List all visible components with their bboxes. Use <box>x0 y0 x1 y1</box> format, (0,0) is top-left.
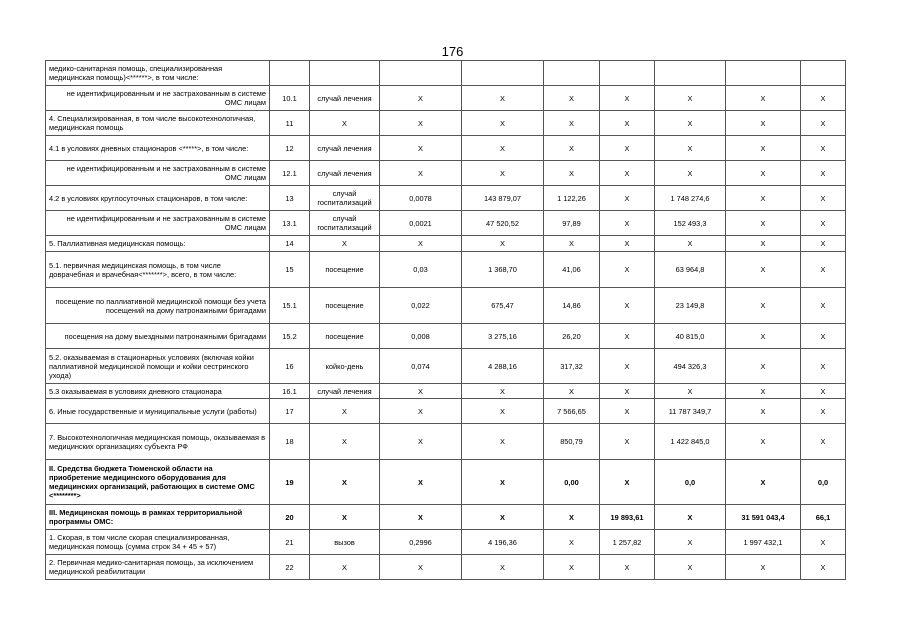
row-number-cell: 17 <box>270 399 310 424</box>
value-cell-2: 4 196,36 <box>462 530 544 555</box>
value-cell-2: 4 288,16 <box>462 349 544 384</box>
value-cell-5: Х <box>655 555 726 580</box>
value-cell-3: 0,00 <box>544 460 600 505</box>
value-cell-5: 23 149,8 <box>655 288 726 324</box>
value-cell-7: Х <box>801 424 846 460</box>
value-cell-1: Х <box>380 384 462 399</box>
value-cell-5: 1 748 274,6 <box>655 186 726 211</box>
value-cell-6: Х <box>726 349 801 384</box>
value-cell-1: Х <box>380 111 462 136</box>
financing-table <box>45 60 846 580</box>
value-cell-5: 40 815,0 <box>655 324 726 349</box>
row-name-cell: 5.2. оказываемая в стационарных условиях (включая койки паллиативной медицинской помощи и койки сестринского ухода) <box>46 349 270 384</box>
row-number-cell: 10.1 <box>270 86 310 111</box>
row-number-cell: 13.1 <box>270 211 310 236</box>
row-number-cell: 15.2 <box>270 324 310 349</box>
value-cell-7: Х <box>801 86 846 111</box>
value-cell-4: Х <box>600 399 655 424</box>
row-name-cell: 4.1 в условиях дневных стационаров <*****>, в том числе: <box>46 136 270 161</box>
unit-cell: Х <box>310 424 380 460</box>
value-cell-5: 494 326,3 <box>655 349 726 384</box>
value-cell-7: Х <box>801 186 846 211</box>
table-row <box>46 211 846 236</box>
value-cell-1: 0,022 <box>380 288 462 324</box>
value-cell-5: Х <box>655 505 726 530</box>
row-name-cell: не идентифицированным и не застрахованным в системе ОМС лицам <box>46 211 270 236</box>
unit-cell: Х <box>310 111 380 136</box>
value-cell-7: Х <box>801 530 846 555</box>
value-cell-2: Х <box>462 384 544 399</box>
table-row <box>46 136 846 161</box>
value-cell-6 <box>726 61 801 86</box>
value-cell-3: 850,79 <box>544 424 600 460</box>
row-number-cell: 15.1 <box>270 288 310 324</box>
value-cell-3: 14,86 <box>544 288 600 324</box>
value-cell-5: 11 787 349,7 <box>655 399 726 424</box>
value-cell-7: Х <box>801 384 846 399</box>
unit-cell: Х <box>310 505 380 530</box>
value-cell-7: Х <box>801 349 846 384</box>
value-cell-4: Х <box>600 424 655 460</box>
value-cell-1 <box>380 61 462 86</box>
row-name-cell: 6. Иные государственные и муниципальные услуги (работы) <box>46 399 270 424</box>
row-name-cell: не идентифицированным и не застрахованным в системе ОМС лицам <box>46 161 270 186</box>
row-number-cell: 12.1 <box>270 161 310 186</box>
table-row <box>46 111 846 136</box>
row-name-cell: 7. Высокотехнологичная медицинская помощь, оказываемая в медицинских организациях субъекта РФ <box>46 424 270 460</box>
value-cell-2: 47 520,52 <box>462 211 544 236</box>
value-cell-4: Х <box>600 349 655 384</box>
value-cell-4: Х <box>600 161 655 186</box>
value-cell-1: 0,03 <box>380 252 462 288</box>
value-cell-4: Х <box>600 111 655 136</box>
value-cell-3: 317,32 <box>544 349 600 384</box>
value-cell-2: Х <box>462 111 544 136</box>
value-cell-3: Х <box>544 384 600 399</box>
unit-cell: случай лечения <box>310 136 380 161</box>
value-cell-6: Х <box>726 424 801 460</box>
value-cell-1: Х <box>380 161 462 186</box>
row-name-cell: II. Средства бюджета Тюменской области на приобретение медицинского оборудования для медицинских организаций, работающих в системе ОМС <********> <box>46 460 270 505</box>
value-cell-6: 1 997 432,1 <box>726 530 801 555</box>
value-cell-6: Х <box>726 555 801 580</box>
value-cell-6: Х <box>726 186 801 211</box>
unit-cell: Х <box>310 399 380 424</box>
value-cell-5 <box>655 61 726 86</box>
row-name-cell: посещения на дому выездными патронажными бригадами <box>46 324 270 349</box>
value-cell-1: Х <box>380 236 462 252</box>
unit-cell: Х <box>310 236 380 252</box>
table-row <box>46 505 846 530</box>
value-cell-6: Х <box>726 111 801 136</box>
table-row <box>46 555 846 580</box>
unit-cell: посещение <box>310 288 380 324</box>
value-cell-2: Х <box>462 161 544 186</box>
value-cell-3: Х <box>544 136 600 161</box>
value-cell-2: Х <box>462 236 544 252</box>
value-cell-4: Х <box>600 136 655 161</box>
value-cell-7: Х <box>801 399 846 424</box>
value-cell-6: Х <box>726 399 801 424</box>
value-cell-7: Х <box>801 236 846 252</box>
table-row <box>46 288 846 324</box>
value-cell-4: Х <box>600 252 655 288</box>
row-name-cell: 5.1. первичная медицинская помощь, в том числе доврачебная и врачебная<*******>, всего, в том числе: <box>46 252 270 288</box>
value-cell-5: 0,0 <box>655 460 726 505</box>
value-cell-2: Х <box>462 424 544 460</box>
row-number-cell: 19 <box>270 460 310 505</box>
row-number-cell: 18 <box>270 424 310 460</box>
row-number-cell: 16 <box>270 349 310 384</box>
value-cell-6: Х <box>726 384 801 399</box>
row-number-cell: 20 <box>270 505 310 530</box>
page-number: 176 <box>441 44 464 59</box>
value-cell-7: Х <box>801 555 846 580</box>
unit-cell: случай лечения <box>310 86 380 111</box>
table-row <box>46 161 846 186</box>
value-cell-1: Х <box>380 136 462 161</box>
value-cell-3: 26,20 <box>544 324 600 349</box>
value-cell-6: Х <box>726 86 801 111</box>
value-cell-7: Х <box>801 136 846 161</box>
value-cell-1: Х <box>380 505 462 530</box>
value-cell-7 <box>801 61 846 86</box>
table-row <box>46 460 846 505</box>
value-cell-7: Х <box>801 111 846 136</box>
value-cell-1: 0,2996 <box>380 530 462 555</box>
table-row <box>46 61 846 86</box>
value-cell-6: 31 591 043,4 <box>726 505 801 530</box>
value-cell-3: Х <box>544 236 600 252</box>
unit-cell: случай лечения <box>310 384 380 399</box>
value-cell-4: Х <box>600 86 655 111</box>
value-cell-6: Х <box>726 460 801 505</box>
value-cell-1: Х <box>380 460 462 505</box>
value-cell-6: Х <box>726 288 801 324</box>
table-row <box>46 236 846 252</box>
value-cell-3: Х <box>544 555 600 580</box>
value-cell-5: Х <box>655 86 726 111</box>
value-cell-6: Х <box>726 252 801 288</box>
value-cell-1: 0,074 <box>380 349 462 384</box>
value-cell-1: Х <box>380 86 462 111</box>
unit-cell: посещение <box>310 252 380 288</box>
row-number-cell <box>270 61 310 86</box>
table-row <box>46 424 846 460</box>
value-cell-7: Х <box>801 211 846 236</box>
row-number-cell: 15 <box>270 252 310 288</box>
row-name-cell: 5.3 оказываемая в условиях дневного стационара <box>46 384 270 399</box>
value-cell-2: 143 879,07 <box>462 186 544 211</box>
table-row <box>46 324 846 349</box>
value-cell-2: 3 275,16 <box>462 324 544 349</box>
row-number-cell: 12 <box>270 136 310 161</box>
table-row <box>46 252 846 288</box>
value-cell-5: Х <box>655 111 726 136</box>
value-cell-4: Х <box>600 211 655 236</box>
value-cell-2: 675,47 <box>462 288 544 324</box>
value-cell-5: Х <box>655 530 726 555</box>
value-cell-3: Х <box>544 111 600 136</box>
value-cell-6: Х <box>726 136 801 161</box>
row-number-cell: 14 <box>270 236 310 252</box>
value-cell-7: Х <box>801 324 846 349</box>
value-cell-4: 19 893,61 <box>600 505 655 530</box>
value-cell-4: Х <box>600 555 655 580</box>
value-cell-1: 0,0021 <box>380 211 462 236</box>
row-number-cell: 13 <box>270 186 310 211</box>
value-cell-3: Х <box>544 86 600 111</box>
value-cell-2: Х <box>462 86 544 111</box>
table-row <box>46 86 846 111</box>
value-cell-4: 1 257,82 <box>600 530 655 555</box>
row-name-cell: 4.2 в условиях круглосуточных стационаров, в том числе: <box>46 186 270 211</box>
value-cell-5: Х <box>655 136 726 161</box>
value-cell-5: Х <box>655 384 726 399</box>
value-cell-3: 97,89 <box>544 211 600 236</box>
unit-cell <box>310 61 380 86</box>
value-cell-2: Х <box>462 136 544 161</box>
value-cell-7: Х <box>801 288 846 324</box>
value-cell-7: Х <box>801 161 846 186</box>
unit-cell: случай лечения <box>310 161 380 186</box>
table-row <box>46 399 846 424</box>
value-cell-7: 0,0 <box>801 460 846 505</box>
value-cell-6: Х <box>726 236 801 252</box>
row-number-cell: 21 <box>270 530 310 555</box>
value-cell-2: Х <box>462 555 544 580</box>
value-cell-3: 7 566,65 <box>544 399 600 424</box>
value-cell-2: 1 368,70 <box>462 252 544 288</box>
value-cell-5: Х <box>655 161 726 186</box>
unit-cell: Х <box>310 460 380 505</box>
unit-cell: посещение <box>310 324 380 349</box>
value-cell-2: Х <box>462 460 544 505</box>
unit-cell: койко-день <box>310 349 380 384</box>
row-name-cell: 2. Первичная медико-санитарная помощь, за исключением медицинской реабилитации <box>46 555 270 580</box>
row-number-cell: 22 <box>270 555 310 580</box>
value-cell-4: Х <box>600 460 655 505</box>
value-cell-3: Х <box>544 505 600 530</box>
value-cell-7: 66,1 <box>801 505 846 530</box>
value-cell-3: Х <box>544 161 600 186</box>
value-cell-3 <box>544 61 600 86</box>
value-cell-5: Х <box>655 236 726 252</box>
value-cell-4: Х <box>600 288 655 324</box>
value-cell-5: 63 964,8 <box>655 252 726 288</box>
unit-cell: случай госпитализаций <box>310 211 380 236</box>
unit-cell: Х <box>310 555 380 580</box>
row-number-cell: 11 <box>270 111 310 136</box>
value-cell-1: Х <box>380 399 462 424</box>
value-cell-5: 1 422 845,0 <box>655 424 726 460</box>
value-cell-1: 0,008 <box>380 324 462 349</box>
row-name-cell: посещение по паллиативной медицинской помощи без учета посещений на дому патронажными бригадами <box>46 288 270 324</box>
value-cell-3: Х <box>544 530 600 555</box>
value-cell-6: Х <box>726 161 801 186</box>
row-name-cell: 5. Паллиативная медицинская помощь: <box>46 236 270 252</box>
table-row <box>46 384 846 399</box>
value-cell-1: Х <box>380 555 462 580</box>
value-cell-1: 0,0078 <box>380 186 462 211</box>
value-cell-4: Х <box>600 186 655 211</box>
value-cell-6: Х <box>726 324 801 349</box>
value-cell-3: 41,06 <box>544 252 600 288</box>
row-name-cell: III. Медицинская помощь в рамках территориальной программы ОМС: <box>46 505 270 530</box>
value-cell-2: Х <box>462 505 544 530</box>
value-cell-4 <box>600 61 655 86</box>
value-cell-6: Х <box>726 211 801 236</box>
row-name-cell: медико-санитарная помощь, специализированная медицинская помощь)<******>, в том числе: <box>46 61 270 86</box>
row-name-cell: не идентифицированным и не застрахованным в системе ОМС лицам <box>46 86 270 111</box>
unit-cell: случай госпитализаций <box>310 186 380 211</box>
table-row <box>46 530 846 555</box>
value-cell-1: Х <box>380 424 462 460</box>
table-row <box>46 349 846 384</box>
value-cell-2 <box>462 61 544 86</box>
value-cell-4: Х <box>600 324 655 349</box>
value-cell-5: 152 493,3 <box>655 211 726 236</box>
row-name-cell: 1. Скорая, в том числе скорая специализированная, медицинская помощь (сумма строк 34 + 45 + 57) <box>46 530 270 555</box>
row-name-cell: 4. Специализированная, в том числе высокотехнологичная, медицинская помощь <box>46 111 270 136</box>
value-cell-4: Х <box>600 236 655 252</box>
value-cell-2: Х <box>462 399 544 424</box>
value-cell-4: Х <box>600 384 655 399</box>
value-cell-3: 1 122,26 <box>544 186 600 211</box>
table-row <box>46 186 846 211</box>
unit-cell: вызов <box>310 530 380 555</box>
value-cell-7: Х <box>801 252 846 288</box>
row-number-cell: 16.1 <box>270 384 310 399</box>
